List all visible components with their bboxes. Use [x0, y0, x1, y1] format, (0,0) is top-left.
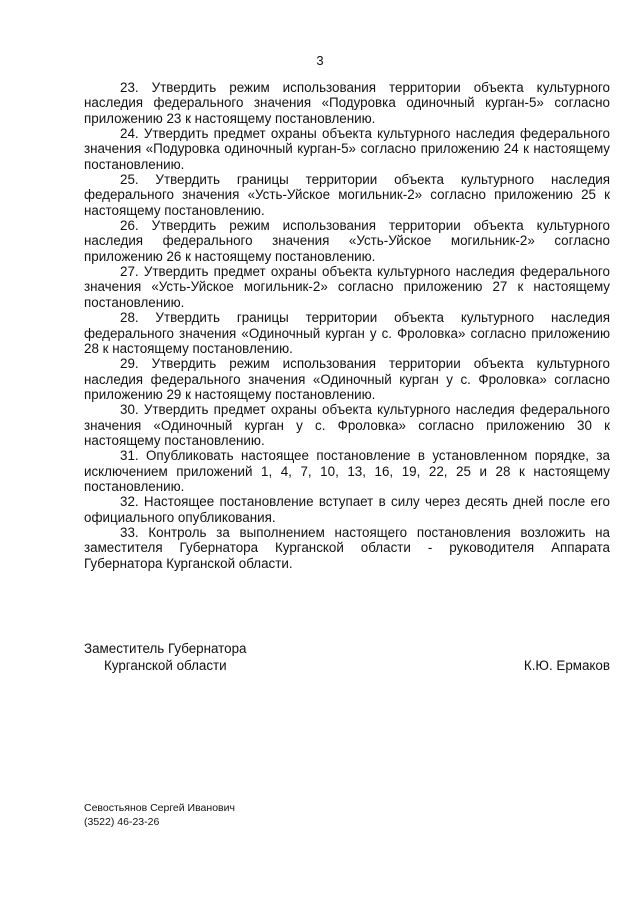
- paragraph-32: 32. Настоящее постановление вступает в силу через десять дней после его официального опубликования.: [84, 494, 610, 525]
- signatory-name: К.Ю. Ермаков: [523, 658, 610, 673]
- document-body: [84, 80, 610, 571]
- executor-phone: (3522) 46-23-26: [84, 816, 160, 828]
- paragraph-26: 26. Утвердить режим использования территории объекта культурного наследия федерального значения «Усть-Уйское могильник-2» согласно приложению 26 к настоящему постановлению.: [84, 218, 610, 264]
- executor-name: Севостьянов Сергей Иванович: [84, 802, 235, 814]
- page-number: 3: [316, 53, 324, 68]
- signature-block: [84, 640, 610, 676]
- paragraph-33: 33. Контроль за выполнением настоящего постановления возложить на заместителя Губернатора Курганской области - руководителя Аппарата Губернатора Курганской области.: [84, 524, 610, 571]
- paragraph-27: 27. Утвердить предмет охраны объекта культурного наследия федерального значения «Усть-Уйское могильник-2» согласно приложению 27 к настоящему постановлению.: [84, 264, 610, 310]
- paragraph-25: 25. Утвердить границы территории объекта культурного наследия федерального значения «Усть-Уйское могильник-2» согласно приложению 25 к настоящему постановлению.: [84, 172, 610, 218]
- paragraph-28: 28. Утвердить границы территории объекта культурного наследия федерального значения «Одиночный курган у с. Фроловка» согласно приложению 28 к настоящему постановлению.: [84, 310, 610, 356]
- paragraph-23: 23. Утвердить режим использования территории объекта культурного наследия федерального значения «Подуровка одиночный курган-5» согласно приложению 23 к настоящему постановлению.: [84, 80, 610, 126]
- signatory-title-line1: Заместитель Губернатора: [84, 641, 247, 656]
- executor-block: [84, 801, 235, 829]
- paragraph-29: 29. Утвердить режим использования территории объекта культурного наследия федерального значения «Одиночный курган у с. Фроловка» согласно приложению 29 к настоящему постановлению.: [84, 356, 610, 402]
- paragraph-31: 31. Опубликовать настоящее постановление в установленном порядке, за исключением приложений 1, 4, 7, 10, 13, 16, 19, 22, 25 и 28 к настоящему постановлению.: [84, 448, 610, 494]
- paragraph-30: 30. Утвердить предмет охраны объекта культурного наследия федерального значения «Одиночный курган у с. Фроловка» согласно приложению 30 к настоящему постановлению.: [84, 402, 610, 448]
- paragraph-24: 24. Утвердить предмет охраны объекта культурного наследия федерального значения «Подуровка одиночный курган-5» согласно приложению 24 к настоящему постановлению.: [84, 126, 610, 172]
- signatory-title-line2: Курганской области: [104, 658, 227, 673]
